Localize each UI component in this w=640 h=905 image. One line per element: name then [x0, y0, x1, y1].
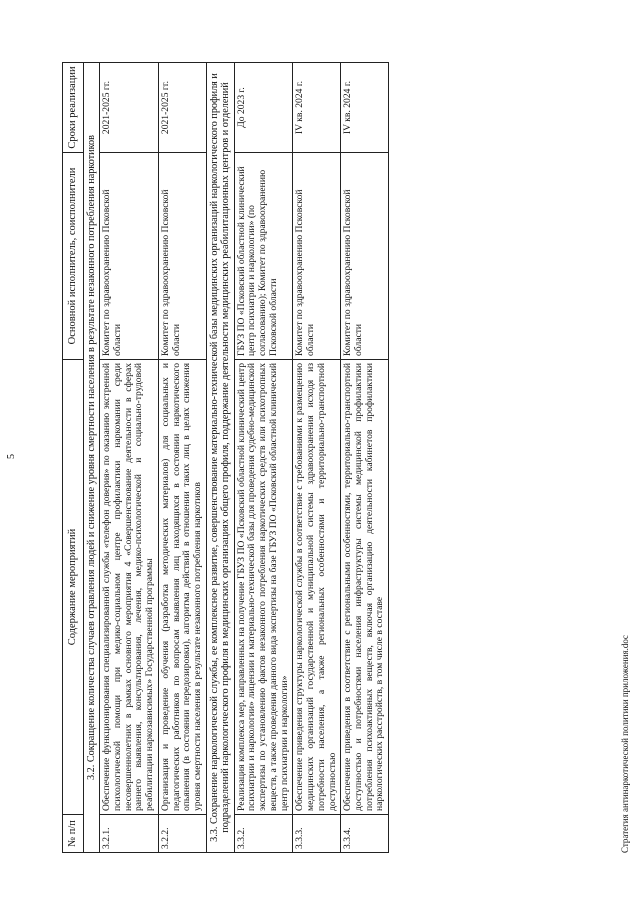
row-term: До 2023 г. — [234, 63, 293, 153]
row-num: 3.3.3. — [293, 815, 341, 853]
row-content: Реализация комплекса мер, направленных на получение ГБУЗ ПО «Псковский областной клинический центр психиатрии и наркологии» лицензии и материально-технической базы для проведения судебно-медицинской экспертизы по установлению фактов незаконного потребления наркотических средств или психотропных веществ, а также проведения данного вида экспертизы на базе ГБУЗ ПО «Псковский областной клинический центр психиатрии и наркологии» — [234, 360, 293, 815]
table-header-row — [63, 63, 84, 853]
row-term: IV кв. 2024 г. — [293, 63, 341, 153]
row-term: 2021-2025 гг. — [158, 63, 206, 153]
table-row — [234, 63, 293, 853]
section-title: 3.3. Сохранение наркологической службы, ее комплексное развитие, совершенствование материально-технической базы медицинских организаций наркологического профиля и подразделений наркологического профиля в медицинских организациях общего профиля, поддержание деятельности медицинских реабилитационных центров и отделений — [206, 63, 234, 853]
section-row — [206, 63, 234, 853]
table-row — [341, 63, 389, 853]
measures-table — [62, 62, 389, 853]
row-executor: Комитет по здравоохранению Псковской области — [100, 153, 159, 360]
row-content: Организация и проведение обучения (разработка методических материалов) для социальных и педагогических работников по вопросам выявления лиц находящихся в состоянии наркотического опьянения (в состоянии передозировки), алгоритма действий в отношении таких лиц в целях снижения уровня смертности населения в результате незаконного потребления наркотиков — [158, 360, 206, 815]
row-content: Обеспечение функционирования специализированной службы «телефон доверия» по оказанию экстренной психологической помощи при медико-социальном центре профилактики наркомании среди несовершеннолетних в рамках основного мероприятия 4 «Совершенствование деятельности в сферах раннего выявления, консультирования, лечения, медико-психологической и социально-трудовой реабилитации наркозависимых» Государственной программы — [100, 360, 159, 815]
row-num: 3.2.1. — [100, 815, 159, 853]
row-num: 3.3.2. — [234, 815, 293, 853]
page-number: 5 — [6, 454, 17, 459]
section-row — [83, 63, 99, 853]
row-term: IV кв. 2024 г. — [341, 63, 389, 153]
section-title: 3.2. Сокращение количества случаев отравления людей и снижение уровня смертности населения в результате незаконного потребления наркотиков — [83, 63, 99, 853]
footer-filename: Стратегия антинаркотической политики приложения.doc — [620, 635, 630, 853]
header-term: Сроки реализации — [63, 63, 84, 153]
table-row — [293, 63, 341, 853]
table-row — [158, 63, 206, 853]
header-content: Содержание мероприятий — [63, 360, 84, 815]
table-row — [100, 63, 159, 853]
row-executor: Комитет по здравоохранению Псковской области — [293, 153, 341, 360]
row-num: 3.3.4. — [341, 815, 389, 853]
header-num: № п/п — [63, 815, 84, 853]
row-content: Обеспечение приведения структуры наркологической службы в соответствие с требованиями к размещению медицинских организаций государственной и муниципальной системы здравоохранения исходя из потребности населения, а также региональных особенностями и территориально-транспортной доступностью — [293, 360, 341, 815]
row-num: 3.2.2. — [158, 815, 206, 853]
header-executor: Основной исполнитель, соисполнители — [63, 153, 84, 360]
row-executor: ГБУЗ ПО «Псковский областной клинический центр психиатрии и наркологии» (по согласованию); Комитет по здравоохранению Псковской области — [234, 153, 293, 360]
row-executor: Комитет по здравоохранению Псковской области — [341, 153, 389, 360]
row-executor: Комитет по здравоохранению Псковской области — [158, 153, 206, 360]
row-term: 2021-2025 гг. — [100, 63, 159, 153]
row-content: Обеспечение приведения в соответствие с региональными особенностями, территориально-транспортной доступностью и потребностями населения инфраструктуры системы медицинской профилактики потребления психоактивных веществ, включая организацию деятельности кабинетов профилактики наркологических расстройств, в том числе в составе — [341, 360, 389, 815]
